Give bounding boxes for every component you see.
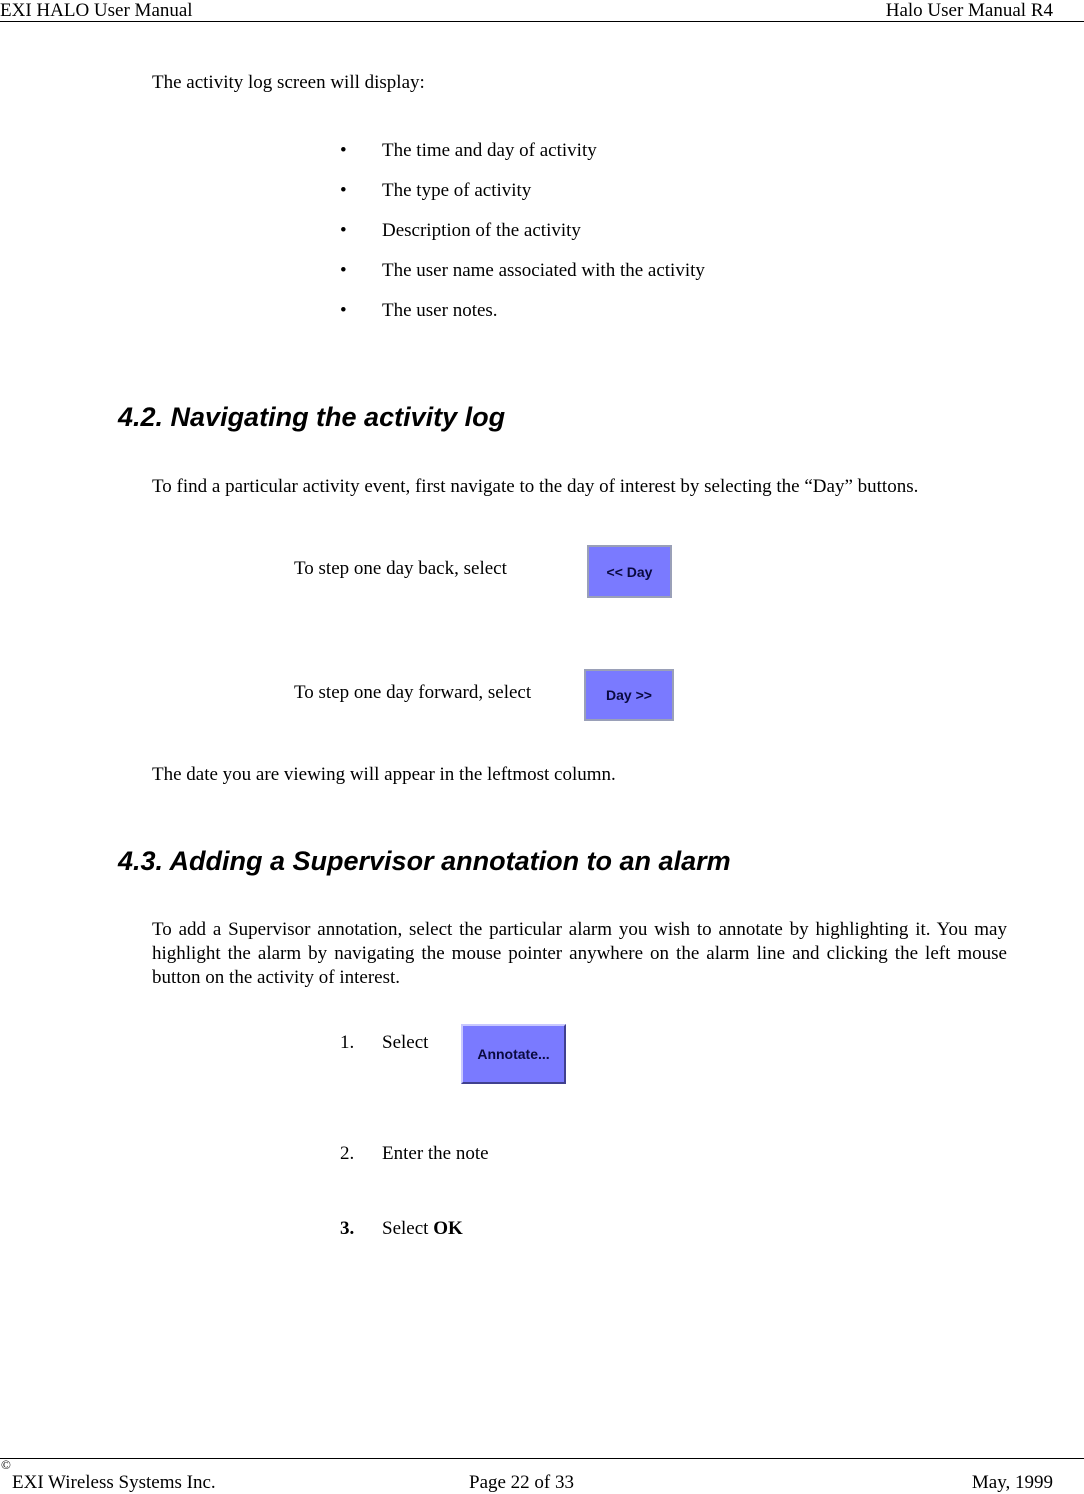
bullet-icon: • [340, 220, 347, 241]
bullet-item: The user notes. [382, 300, 498, 321]
bullet-icon: • [340, 140, 347, 161]
day-back-button[interactable]: << Day [587, 545, 672, 598]
bullet-item: Description of the activity [382, 220, 581, 241]
bullet-icon: • [340, 300, 347, 321]
header-rule [0, 21, 1084, 22]
section-42-heading: 4.2. Navigating the activity log [118, 402, 506, 432]
day-back-label: To step one day back, select [294, 558, 507, 579]
step-2-text: Enter the note [382, 1143, 489, 1164]
bullet-item: The time and day of activity [382, 140, 597, 161]
step-3-number: 3. [340, 1218, 355, 1239]
day-forward-button[interactable]: Day >> [584, 669, 674, 721]
step-2-number: 2. [340, 1143, 355, 1164]
step-1-text: Select [382, 1032, 429, 1053]
footer-page-number: Page 22 of 33 [469, 1472, 575, 1493]
step-3-line [382, 1218, 463, 1240]
step-1-number: 1. [340, 1032, 355, 1053]
footer-company: EXI Wireless Systems Inc. [12, 1472, 216, 1493]
section-43-heading: 4.3. Adding a Supervisor annotation to an alarm [118, 846, 731, 876]
step-3-ok: OK [433, 1218, 463, 1239]
header-right: Halo User Manual R4 [885, 0, 1053, 21]
section-43-text: To add a Supervisor annotation, select the particular alarm you wish to annotate by highlighting it. You may highlight the alarm by navigating the mouse pointer anywhere on the alarm line and clicking the left mouse button on the activity of interest. [152, 919, 1007, 988]
section-42-after: The date you are viewing will appear in the leftmost column. [152, 764, 616, 785]
bullet-icon: • [340, 260, 347, 281]
day-forward-label: To step one day forward, select [294, 682, 532, 703]
step-3-text: Select [382, 1218, 434, 1239]
section-42-text: To find a particular activity event, first navigate to the day of interest by selecting the “Day” buttons. [152, 476, 919, 497]
copyright-icon: © [1, 1457, 11, 1472]
intro-text: The activity log screen will display: [152, 72, 425, 93]
annotate-button[interactable]: Annotate... [461, 1024, 566, 1084]
bullet-icon: • [340, 180, 347, 201]
bullet-item: The user name associated with the activity [382, 260, 705, 281]
footer-rule [0, 1458, 1084, 1459]
header-left: EXI HALO User Manual [0, 0, 193, 21]
bullet-item: The type of activity [382, 180, 532, 201]
footer-date: May, 1999 [971, 1472, 1053, 1493]
